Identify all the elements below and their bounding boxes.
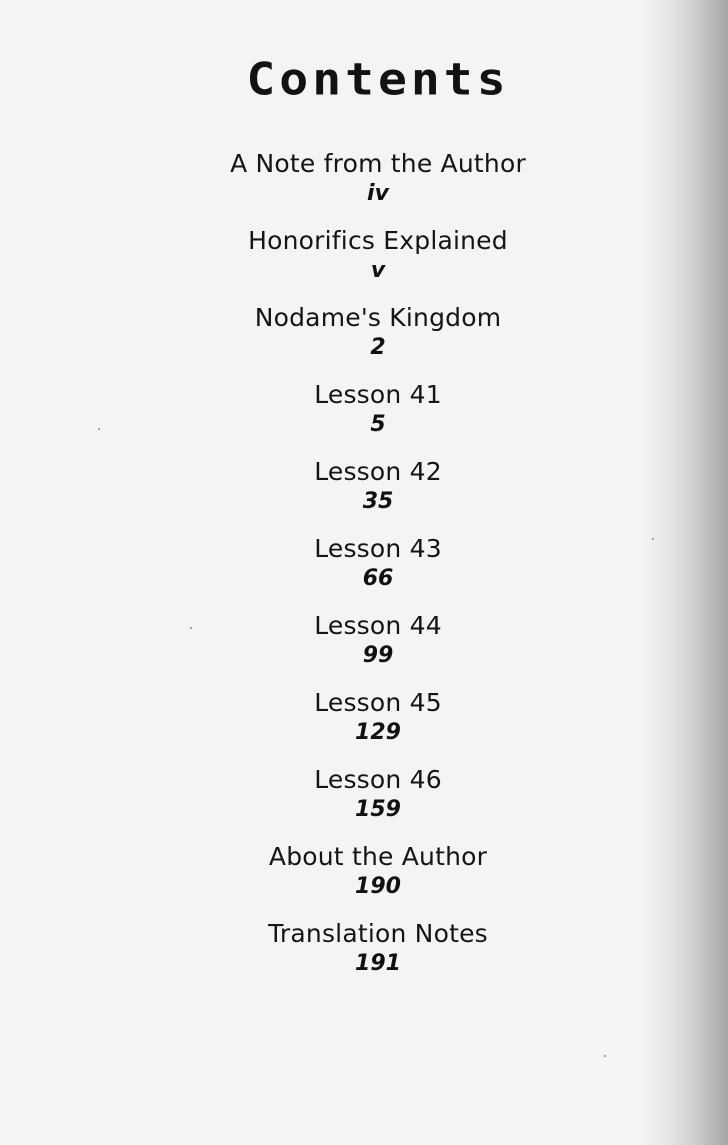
toc-entry-page-number: 35: [362, 489, 394, 514]
toc-entry: [0, 377, 728, 454]
toc-entry-title: Lesson 46: [314, 765, 442, 794]
paper-speck: [604, 1055, 606, 1057]
toc-entry-title: Translation Notes: [268, 919, 488, 948]
toc-entry: [0, 300, 728, 377]
toc-entry-page-number: 159: [355, 797, 401, 822]
toc-entry-title: Lesson 43: [314, 534, 442, 563]
toc-entry-title: Lesson 44: [314, 611, 442, 640]
toc-entry-title: A Note from the Author: [230, 149, 526, 178]
toc-entry-title: Lesson 45: [314, 688, 442, 717]
toc-entry-title: Lesson 42: [314, 457, 442, 486]
toc-entry-page-number: 5: [370, 412, 386, 437]
page-title: Contents: [246, 54, 510, 106]
toc-entry-page-number: iv: [367, 181, 389, 206]
toc-entry-page-number: 66: [362, 566, 394, 591]
toc-entry-title: About the Author: [268, 842, 488, 871]
toc-entry: [0, 146, 728, 223]
toc-entry-page-number: 2: [370, 335, 386, 360]
toc-entry-page-number: 190: [355, 874, 401, 899]
toc-entry: [0, 608, 728, 685]
toc-entry-title: Nodame's Kingdom: [254, 303, 502, 332]
toc-entry: [0, 762, 728, 839]
toc-entry: [0, 531, 728, 608]
table-of-contents: [0, 146, 728, 993]
toc-entry: [0, 454, 728, 531]
toc-entry-page-number: 99: [362, 643, 394, 668]
toc-entry: [0, 916, 728, 993]
toc-entry-page-number: v: [370, 258, 386, 283]
toc-entry-title: Lesson 41: [314, 380, 442, 409]
toc-entry: [0, 685, 728, 762]
toc-entry-title: Honorifics Explained: [248, 226, 508, 255]
toc-entry: [0, 223, 728, 300]
toc-entry-page-number: 129: [355, 720, 401, 745]
toc-entry: [0, 839, 728, 916]
toc-entry-page-number: 191: [355, 951, 401, 976]
